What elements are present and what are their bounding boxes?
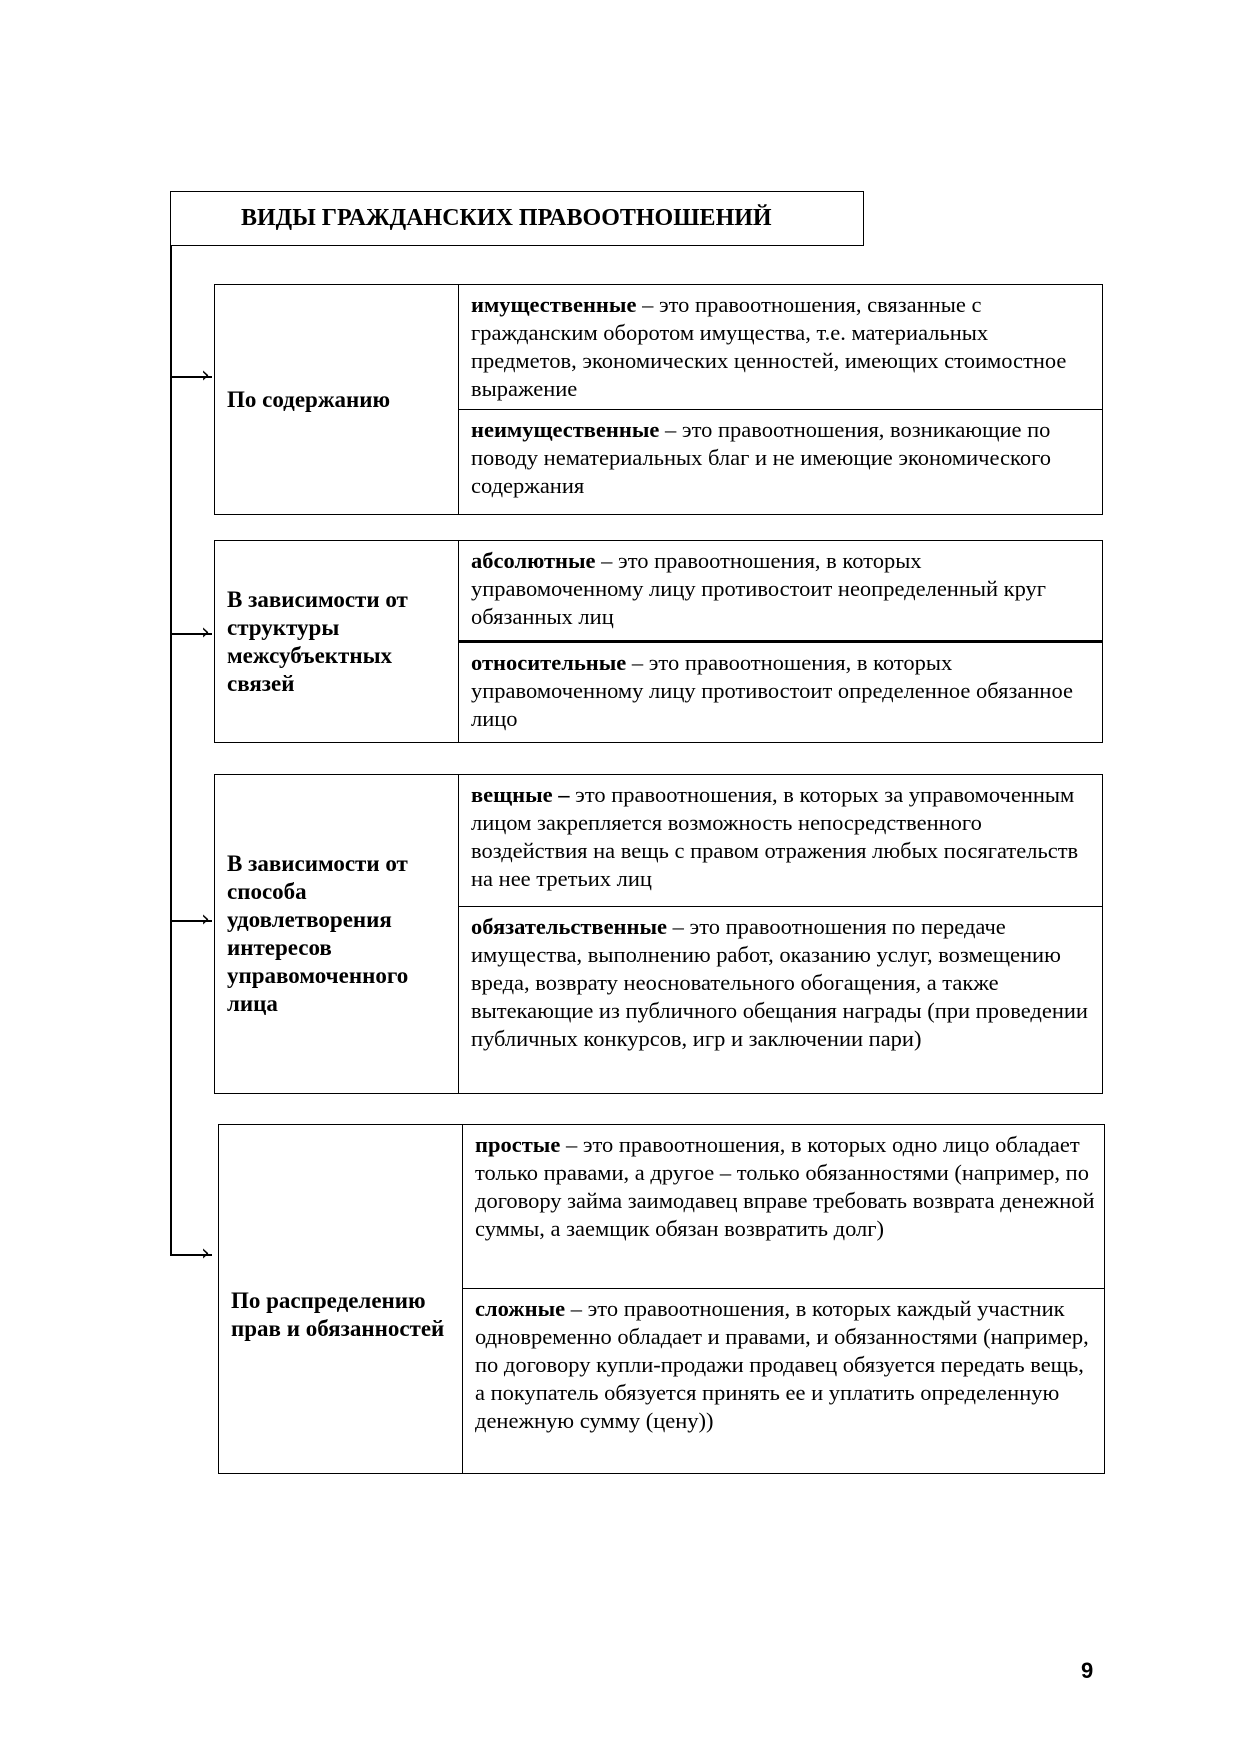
- arrow-icon: ›: [201, 907, 210, 932]
- type-box-relative: [458, 640, 1103, 743]
- type-term: сложные: [475, 1296, 566, 1321]
- category-box-content: [214, 284, 460, 515]
- type-box-complex: [462, 1288, 1105, 1474]
- type-term: относительные: [471, 650, 627, 675]
- main-connector-line: [170, 246, 172, 1256]
- type-term: обязательственные: [471, 914, 668, 939]
- type-definition: – это правоотношения, связанные с гражданским оборотом имущества, т.е. материальных предметов, экономических ценностей, имеющих стоимостное выражение: [471, 292, 1067, 401]
- category-box-distribution: [218, 1124, 464, 1474]
- page-number: 9: [1081, 1658, 1094, 1683]
- type-definition: – это правоотношения, в которых управомоченному лицу противостоит определенное обязанное лицо: [471, 650, 1073, 731]
- type-box-nonproperty: [458, 409, 1103, 515]
- type-definition: – это правоотношения, в которых каждый участник одновременно обладает и правами, и обязанностями (например, по договору купли-продажи продавец обязуется передать вещь, а покупатель обязуется принять ее и уплатить определенную денежную сумму (цену)): [475, 1296, 1089, 1433]
- category-label: В зависимости от структуры межсубъектных связей: [227, 586, 408, 696]
- arrow-icon: ›: [201, 620, 210, 645]
- type-definition: – это правоотношения, в которых управомоченному лицу противостоит неопределенный круг обязанных лиц: [471, 548, 1047, 629]
- category-label: По содержанию: [227, 386, 391, 412]
- type-term: вещные –: [471, 782, 570, 807]
- type-box-obligatory: [458, 906, 1103, 1094]
- arrow-icon: ›: [201, 363, 210, 388]
- type-box-property: [458, 284, 1103, 411]
- type-definition: – это правоотношения, возникающие по поводу нематериальных благ и не имеющие экономического содержания: [471, 417, 1051, 498]
- category-label: В зависимости от способа удовлетворения интересов управомоченного лица: [227, 851, 409, 1016]
- type-definition: – это правоотношения, в которых одно лицо обладает только правами, а другое – только обязанностями (например, по договору займа заимодавец вправе требовать возврата денежной суммы, а заемщик обязан возвратить долг): [475, 1132, 1095, 1241]
- type-term: абсолютные: [471, 548, 596, 573]
- type-term: простые: [475, 1132, 561, 1157]
- diagram-title: ВИДЫ ГРАЖДАНСКИХ ПРАВООТНОШЕНИЙ: [170, 191, 864, 246]
- category-label: По распределению прав и обязанностей: [231, 1288, 445, 1341]
- type-term: имущественные: [471, 292, 637, 317]
- type-term: неимущественные: [471, 417, 660, 442]
- category-box-structure: [214, 540, 460, 743]
- type-box-simple: [462, 1124, 1105, 1290]
- type-box-real: [458, 774, 1103, 908]
- type-definition: это правоотношения, в которых за управомоченным лицом закрепляется возможность непосредственного воздействия на вещь с правом отражения любых посягательств на нее третьих лиц: [471, 782, 1079, 891]
- type-box-absolute: [458, 540, 1103, 641]
- category-box-method: [214, 774, 460, 1094]
- type-definition: – это правоотношения по передаче имущества, выполнению работ, оказанию услуг, возмещению вреда, возврату неосновательного обогащения, а также вытекающие из публичного обещания награды (при проведении публичных конкурсов, игр и заключении пари): [471, 914, 1088, 1051]
- arrow-icon: ›: [201, 1241, 210, 1266]
